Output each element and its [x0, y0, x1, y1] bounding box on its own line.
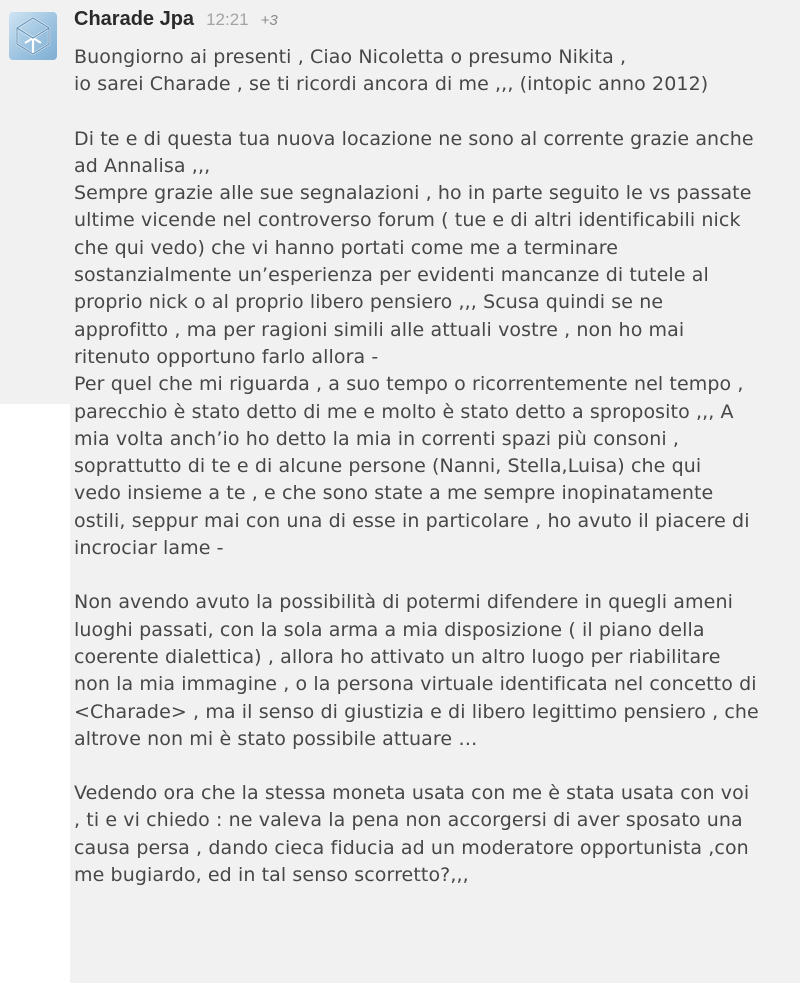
text-line: io sarei Charade , se ti ricordi ancora di me ,,, (intopic anno 2012) [74, 73, 709, 96]
text-line: ritenuto opportuno farlo allora - [74, 345, 379, 368]
text-line: ultime vicende nel controverso forum ( tue e di altri identificabili nick [74, 209, 741, 232]
text-line: , ti e vi chiedo : ne valeva la pena non accorgersi di aver sposato una [74, 809, 743, 832]
text-line: Vedendo ora che la stessa moneta usata con me è stata usata con voi [74, 782, 750, 805]
avatar[interactable] [9, 12, 57, 60]
text-line: me bugiardo, ed in tal senso scorretto?,,, [74, 864, 469, 887]
plus-one-count[interactable]: +3 [260, 12, 278, 29]
text-line: Sempre grazie alle sue segnalazioni , ho in parte seguito le vs passate [74, 182, 752, 205]
text-line: altrove non mi è stato possibile attuare … [74, 727, 478, 750]
text-line: ostili, seppur mai con una di esse in particolare , ho avuto il piacere di [74, 509, 750, 532]
post-paragraph [74, 780, 794, 889]
text-line: <Charade> , ma il senso di giustizia e di libero legittimo pensiero , che [74, 700, 759, 723]
post-paragraph [74, 44, 794, 99]
text-line: soprattutto di te e di alcune persone (Nanni, Stella,Luisa) che qui [74, 455, 702, 478]
post-paragraph [74, 589, 794, 753]
post-paragraph [74, 126, 794, 563]
text-line: che qui vedo) che vi hanno portati come me a terminare [74, 236, 619, 259]
author-name[interactable]: Charade Jpa [74, 8, 195, 30]
post-body [74, 44, 794, 889]
paragraph-gap [74, 562, 794, 589]
text-line: Per quel che mi riguarda , a suo tempo o ricorrentemente nel tempo , [74, 373, 744, 396]
text-line: coerente dialettica) , allora ho attivato un altro luogo per riabilitare [74, 645, 721, 668]
text-line: non la mia immagine , o la persona virtuale identificata nel concetto di [74, 673, 757, 696]
text-line: parecchio è stato detto di me e molto è stato detto a sproposito ,,, A [74, 400, 734, 423]
text-line: sostanzialmente un’esperienza per evidenti mancanze di tutele al [74, 264, 709, 287]
text-line: vedo insieme a te , e che sono state a me sempre inopinatamente [74, 482, 714, 505]
cube-logo-icon [9, 12, 57, 60]
text-line: causa persa , dando cieca fiducia ad un moderatore opportunista ,con [74, 836, 749, 859]
text-line: incrociar lame - [74, 537, 224, 560]
post-header [74, 8, 278, 36]
text-line: proprio nick o al proprio libero pensiero ,,, Scusa quindi se ne [74, 291, 664, 314]
text-line: Buongiorno ai presenti , Ciao Nicoletta o presumo Nikita , [74, 46, 627, 68]
paragraph-gap [74, 753, 794, 780]
paragraph-gap [74, 99, 794, 126]
text-line: ad Annalisa ,,, [74, 154, 211, 177]
text-line: luoghi passati, con la sola arma a mia disposizione ( il piano della [74, 618, 705, 641]
text-line: approfitto , ma per ragioni simili alle attuali vostre , non ho mai [74, 318, 685, 341]
text-line: Non avendo avuto la possibilità di potermi difendere in quegli ameni [74, 591, 733, 614]
post-timestamp[interactable]: 12:21 [206, 10, 249, 29]
text-line: mia volta anch’io ho detto la mia in correnti spazi più consoni , [74, 427, 680, 450]
text-line: Di te e di questa tua nuova locazione ne sono al corrente grazie anche [74, 127, 754, 150]
